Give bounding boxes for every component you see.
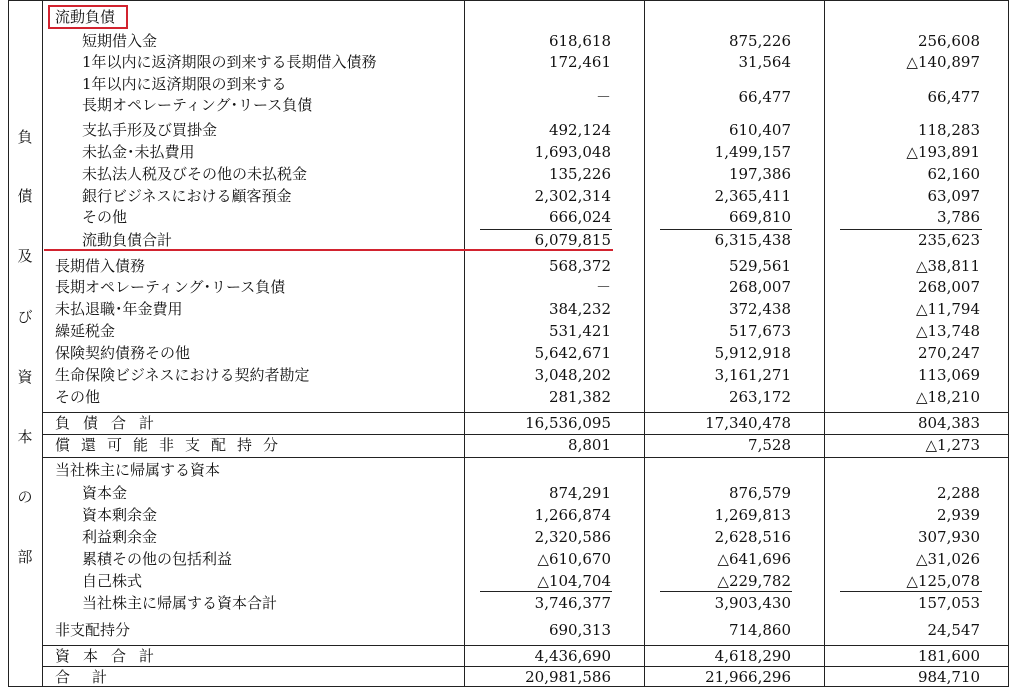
value-change: 804,383 (917, 414, 980, 432)
value-prev: 172,461 (548, 53, 611, 71)
row-label: 1年以内に返済期限の到来する長期借入債務 (82, 53, 377, 71)
value-change: 24,547 (927, 621, 980, 639)
value-change: 63,097 (927, 187, 980, 205)
value-prev: － (595, 88, 611, 106)
value-curr: 66,477 (738, 88, 791, 106)
value-change: 307,930 (917, 528, 980, 546)
equity-subtotal-underline-c2 (660, 591, 792, 592)
row-label: 当社株主に帰属する資本合計 (82, 594, 278, 612)
value-curr: 268,007 (728, 278, 791, 296)
label-column-divider (464, 0, 465, 686)
value-change: 113,069 (917, 366, 980, 384)
row-label: 累積その他の包括利益 (82, 550, 233, 568)
row-label: その他 (55, 388, 101, 406)
value-prev: 3,048,202 (534, 366, 611, 384)
right-border (1008, 0, 1009, 686)
value-curr: 5,912,918 (714, 344, 791, 362)
row-label: 長期オペレーティング･リース負債 (55, 278, 286, 296)
value-prev: 690,313 (548, 621, 611, 639)
row-label: 長期借入債務 (55, 257, 146, 275)
row-label: 負債合計 (55, 414, 168, 432)
value-curr: 3,903,430 (714, 594, 791, 612)
row-label: 流動負債合計 (82, 231, 173, 249)
value-curr: 1,269,813 (714, 506, 791, 524)
value-prev: 384,232 (548, 300, 611, 318)
row-label-line1: 1年以内に返済期限の到来する (82, 75, 287, 93)
value-change: 157,053 (917, 594, 980, 612)
value-curr: 669,810 (728, 208, 791, 226)
side-label-char: 及 (17, 247, 33, 265)
side-label-char: 資 (17, 368, 33, 386)
row-label: 未払法人税及びその他の未払税金 (82, 165, 308, 183)
value-change: △38,811 (915, 257, 980, 275)
value-curr: 875,226 (728, 32, 791, 50)
value-change: △18,210 (915, 388, 980, 406)
value-curr: 610,407 (728, 121, 791, 139)
side-column-divider (42, 0, 43, 686)
equity-subtotal-underline-c3 (840, 591, 982, 592)
row-label: 利益剰余金 (82, 528, 158, 546)
row-label: 保険契約債務その他 (55, 344, 191, 362)
value-prev: 568,372 (548, 257, 611, 275)
highlight-underline (44, 249, 613, 251)
value-change: △1,273 (925, 436, 980, 454)
value-change: 2,939 (937, 506, 980, 524)
value-prev: 2,320,586 (534, 528, 611, 546)
side-label-char: 本 (17, 428, 33, 446)
value-curr: 876,579 (728, 484, 791, 502)
row-label: その他 (82, 208, 128, 226)
value-curr: 1,499,157 (714, 143, 791, 161)
value-curr: 31,564 (738, 53, 791, 71)
row-label: 支払手形及び買掛金 (82, 121, 218, 139)
value-prev: 3,746,377 (534, 594, 611, 612)
value-prev: 2,302,314 (534, 187, 611, 205)
value-curr: 263,172 (728, 388, 791, 406)
value-prev: △610,670 (537, 550, 611, 568)
value-prev: 618,618 (548, 32, 611, 50)
row-label: 短期借入金 (82, 32, 158, 50)
value-change: △140,897 (906, 53, 980, 71)
value-change: 256,608 (917, 32, 980, 50)
equity-total-top-line (42, 645, 1009, 646)
value-change: △125,078 (906, 572, 980, 590)
side-label-char: 部 (17, 548, 33, 566)
value-curr: 714,860 (728, 621, 791, 639)
value-curr: 4,618,290 (714, 647, 791, 665)
row-label: 資本合計 (55, 647, 168, 665)
value-change: 66,477 (927, 88, 980, 106)
value-curr: 21,966,296 (705, 668, 791, 686)
value-change: 3,786 (937, 208, 980, 226)
value-prev: △104,704 (537, 572, 611, 590)
value-prev: 135,226 (548, 165, 611, 183)
left-border (8, 0, 9, 686)
value-prev: 6,079,815 (534, 231, 611, 249)
value-prev: 1,693,048 (534, 143, 611, 161)
value-change: 2,288 (937, 484, 980, 502)
value-prev: 8,801 (568, 436, 611, 454)
row-label: 資本金 (82, 484, 128, 502)
bottom-border (8, 686, 1009, 687)
value-prev: 5,642,671 (534, 344, 611, 362)
side-label-char: 債 (17, 187, 33, 205)
value-curr: 7,528 (748, 436, 791, 454)
value-curr: 2,628,516 (714, 528, 791, 546)
value-change: 268,007 (917, 278, 980, 296)
equity-heading: 当社株主に帰属する資本 (55, 461, 221, 479)
current-liabilities-heading: 流動負債 (55, 8, 116, 26)
value-change: 984,710 (917, 668, 980, 686)
column1-divider (644, 0, 645, 686)
value-change: △31,026 (915, 550, 980, 568)
value-change: 62,160 (927, 165, 980, 183)
value-curr: 197,386 (728, 165, 791, 183)
top-border (8, 0, 1009, 1)
side-label-char: の (17, 488, 33, 506)
row-label: 償還可能非支配持分 (55, 436, 290, 454)
value-prev: － (595, 278, 611, 296)
value-prev: 281,382 (548, 388, 611, 406)
value-curr: △641,696 (717, 550, 791, 568)
value-curr: 517,673 (728, 322, 791, 340)
value-prev: 16,536,095 (525, 414, 611, 432)
value-curr: 372,438 (728, 300, 791, 318)
value-prev: 492,124 (548, 121, 611, 139)
row-label: 未払退職･年金費用 (55, 300, 183, 318)
value-prev: 20,981,586 (525, 668, 611, 686)
row-label: 非支配持分 (55, 621, 131, 639)
value-prev: 1,266,874 (534, 506, 611, 524)
value-change: 235,623 (917, 231, 980, 249)
row-label-line2: 長期オペレーティング･リース負債 (82, 96, 313, 114)
value-prev: 4,436,690 (534, 647, 611, 665)
row-label: 自己株式 (82, 572, 143, 590)
row-label: 繰延税金 (55, 322, 116, 340)
value-curr: 17,340,478 (705, 414, 791, 432)
value-change: 118,283 (917, 121, 980, 139)
value-prev: 874,291 (548, 484, 611, 502)
value-prev: 531,421 (548, 322, 611, 340)
equity-subtotal-underline-c1 (480, 591, 612, 592)
side-label-char: び (17, 308, 33, 326)
equity-section-top-line (42, 457, 1009, 458)
value-change: 181,600 (917, 647, 980, 665)
row-label: 未払金･未払費用 (82, 143, 195, 161)
value-change: △11,794 (915, 300, 980, 318)
value-change: 270,247 (917, 344, 980, 362)
side-label-char: 負 (17, 128, 33, 146)
highlight-box (48, 5, 128, 29)
row-label: 銀行ビジネスにおける顧客預金 (82, 187, 292, 205)
value-change: △13,748 (915, 322, 980, 340)
value-prev: 666,024 (548, 208, 611, 226)
value-curr: 3,161,271 (714, 366, 791, 384)
row-label: 生命保険ビジネスにおける契約者勘定 (55, 366, 310, 384)
column2-divider (824, 0, 825, 686)
value-curr: 2,365,411 (714, 187, 791, 205)
value-curr: 529,561 (728, 257, 791, 275)
value-curr: △229,782 (717, 572, 791, 590)
row-label: 合計 (55, 668, 130, 686)
value-curr: 6,315,438 (714, 231, 791, 249)
row-label: 資本剰余金 (82, 506, 158, 524)
value-change: △193,891 (906, 143, 980, 161)
